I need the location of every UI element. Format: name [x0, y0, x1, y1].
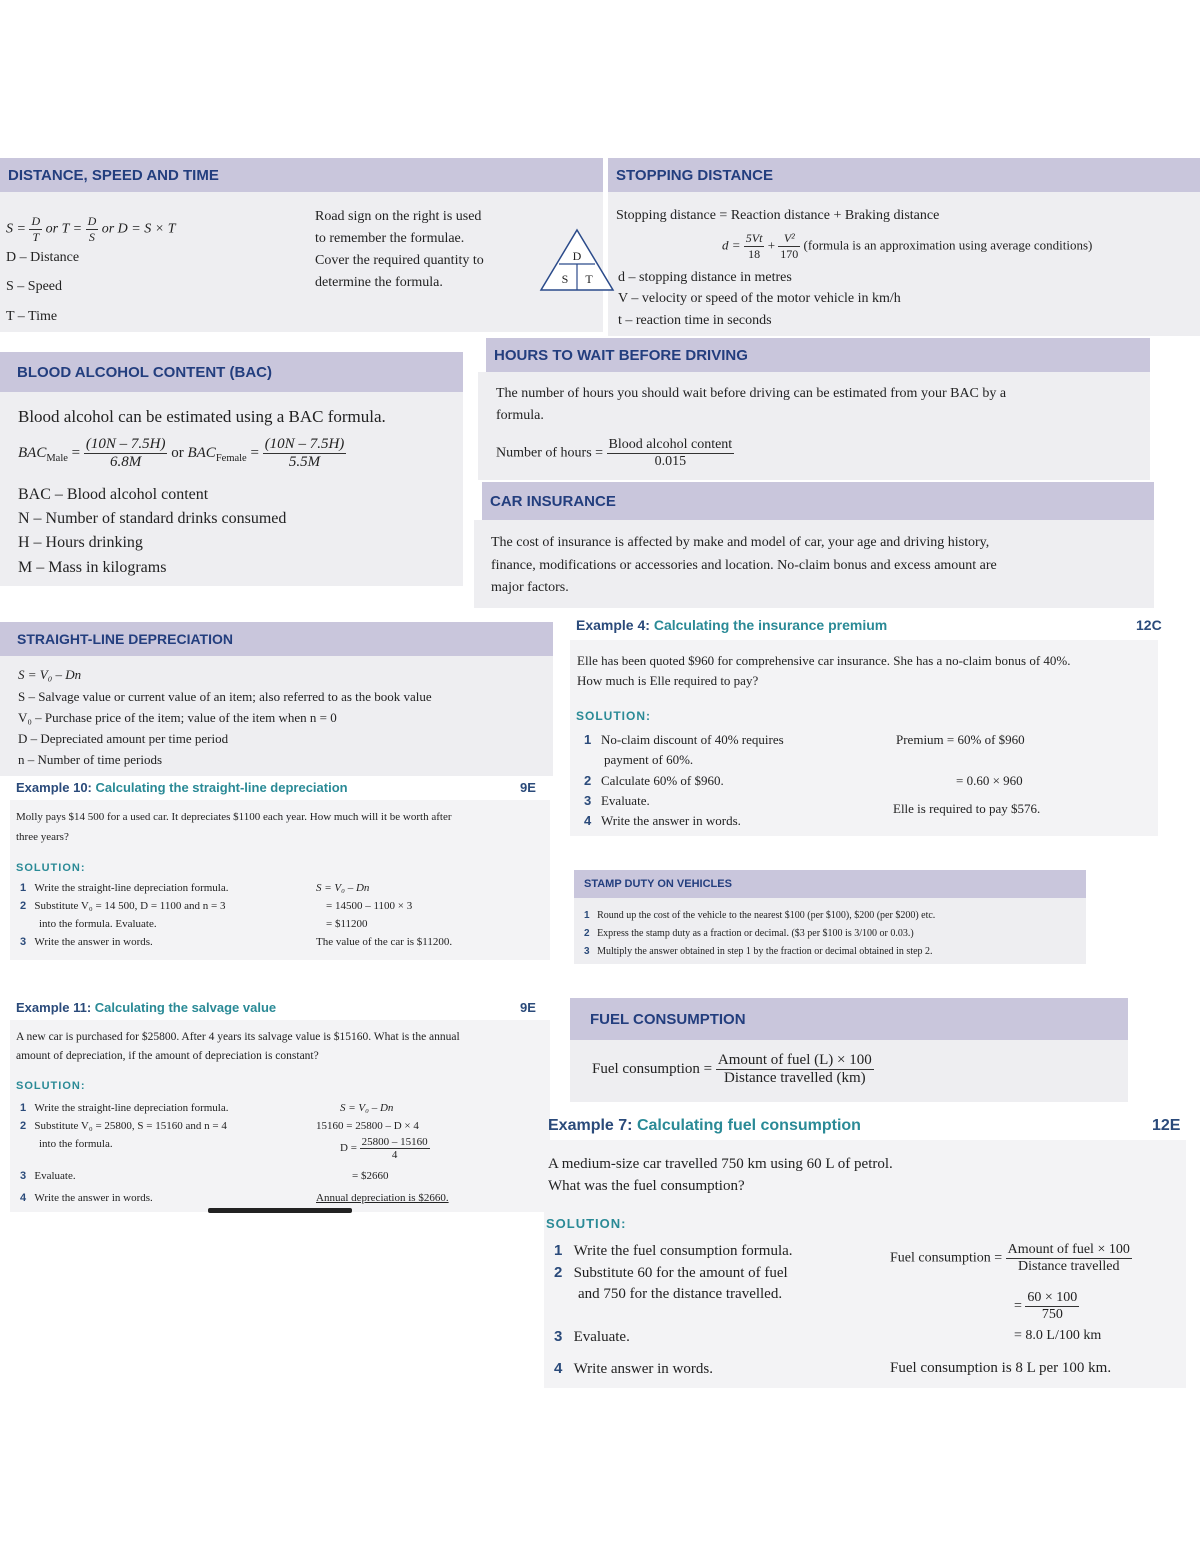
ex4-result-2: = 0.60 × 960 [956, 773, 1023, 788]
stopping-formula: d = $\frac{5Vt}{18}$ + $\frac{\text{V²}}{170}$ (formula is an approximation using average conditions) [722, 231, 1093, 261]
ex11-step-4: 4 Write the answer in words. [20, 1192, 153, 1204]
stopping-title: STOPPING DISTANCE [616, 166, 773, 184]
ex11-step-2b: into the formula. [39, 1138, 113, 1150]
stopping-line-1: Stopping distance = Reaction distance + Braking distance [616, 208, 940, 223]
ex4-step-3: 3 Evaluate. [584, 793, 650, 808]
ex4-result-1: Premium = 60% of $960 [896, 732, 1025, 747]
ex7-step-3: 3 Evaluate. [554, 1328, 630, 1345]
bac-def-4: M – Mass in kilograms [18, 559, 167, 576]
insurance-line-3: major factors. [491, 580, 569, 595]
ex7-heading: Example 7: Calculating fuel consumption [548, 1117, 861, 1134]
ex11-question-1: A new car is purchased for $25800. After 4 years its salvage value is $15160. What is the annual [16, 1031, 460, 1043]
stamp-step-2: 2 Express the stamp duty as a fraction or decimal. ($3 per $100 is 3/100 or 0.03.) [584, 928, 914, 939]
insurance-line-2: finance, modifications or accessories and location. No-claim bonus and excess amount are [491, 558, 997, 573]
fuel-header [570, 998, 1128, 1040]
ex10-solution-label: SOLUTION: [16, 862, 86, 874]
ex4-solution-label: SOLUTION: [576, 709, 651, 723]
ex11-panel [10, 1020, 550, 1212]
ex4-step-1: 1 No-claim discount of 40% requires [584, 732, 784, 747]
ex4-code: 12C [1136, 617, 1162, 633]
depr-def-4: n – Number of time periods [18, 752, 163, 767]
ex10-step-1: 1 Write the straight-line depreciation formula. [20, 882, 229, 894]
dst-header [0, 158, 603, 192]
ex10-result-1: S = V₀ – Dn [316, 882, 370, 894]
bac-def-2: N – Number of standard drinks consumed [18, 510, 287, 527]
ex10-question-1: Molly pays $14 500 for a used car. It depreciates $1100 each year. How much will it be worth after [16, 811, 452, 823]
bac-header [0, 352, 463, 392]
hours-header [486, 338, 1150, 372]
tri-t: T [585, 272, 593, 286]
stopping-def-d: d – stopping distance in metres [618, 270, 792, 285]
dst-note-3: Cover the required quantity to [315, 253, 484, 268]
ex11-result-1: S = V₀ – Dn [340, 1102, 394, 1114]
hours-line-2: formula. [496, 408, 544, 423]
scrollbar-thumb[interactable] [208, 1208, 352, 1213]
dst-def-t: T – Time [6, 309, 58, 324]
bac-def-3: H – Hours drinking [18, 534, 143, 551]
hours-title: HOURS TO WAIT BEFORE DRIVING [494, 346, 748, 364]
ex11-solution-label: SOLUTION: [16, 1080, 86, 1092]
depr-def-1: S – Salvage value or current value of an item; also referred to as the book value [18, 689, 432, 704]
ex7-step-4: 4 Write answer in words. [554, 1360, 713, 1377]
ex7-step-2b: and 750 for the distance travelled. [578, 1286, 783, 1302]
ex10-question-2: three years? [16, 831, 69, 843]
insurance-line-1: The cost of insurance is affected by make and model of car, your age and driving history, [491, 535, 990, 550]
ex4-result-3: Elle is required to pay $576. [893, 801, 1041, 816]
stopping-header [608, 158, 1200, 192]
tri-s: S [561, 272, 569, 286]
ex11-result-3: D = $\frac{25800 - 15160}{4}$ [340, 1136, 428, 1161]
ex11-result-2: 15160 = 25800 – D × 4 [316, 1120, 419, 1132]
dst-note-1: Road sign on the right is used [315, 209, 482, 224]
depr-title: STRAIGHT-LINE DEPRECIATION [17, 631, 233, 647]
ex7-step-2: 2 Substitute 60 for the amount of fuel [554, 1264, 788, 1281]
bac-intro: Blood alcohol can be estimated using a BAC formula. [18, 407, 386, 426]
ex11-step-3: 3 Evaluate. [20, 1170, 76, 1182]
dst-def-s: S – Speed [6, 279, 62, 294]
insurance-title: CAR INSURANCE [490, 492, 616, 510]
depr-def-2: V₀ – Purchase price of the item; value of the item when n = 0 [18, 710, 337, 725]
ex7-result-1: Fuel consumption = $\frac{\text{Amount of fuel × 100}}{\text{Distance travelled}}$ [890, 1242, 1130, 1274]
fuel-title: FUEL CONSUMPTION [590, 1010, 746, 1028]
dst-def-d: D – Distance [6, 250, 80, 265]
stamp-header [574, 870, 1086, 898]
hours-formula: Number of hours = $\frac{\text{Blood alcohol content}}{0.015}$ [496, 437, 733, 469]
ex7-question-2: What was the fuel consumption? [548, 1178, 745, 1194]
ex11-result-4: = $2660 [352, 1170, 389, 1182]
ex7-step-1: 1 Write the fuel consumption formula. [554, 1242, 793, 1259]
bac-def-1: BAC – Blood alcohol content [18, 486, 209, 503]
ex4-question-2: How much is Elle required to pay? [577, 673, 759, 688]
depr-def-3: D – Depreciated amount per time period [18, 731, 229, 746]
ex10-result-4: The value of the car is $11200. [316, 936, 453, 948]
ex10-result-2: = 14500 – 1100 × 3 [326, 900, 413, 912]
dst-note-4: determine the formula. [315, 275, 443, 290]
ex4-step-1b: payment of 60%. [604, 752, 694, 767]
ex10-step-2: 2 Substitute V₀ = 14 500, D = 1100 and n = 3 [20, 900, 226, 912]
dst-note-2: to remember the formulae. [315, 231, 465, 246]
ex7-result-3: = 8.0 L/100 km [1014, 1328, 1102, 1343]
ex11-code: 9E [520, 1000, 536, 1015]
dst-formula: S = $\frac{D}{T}$ or T = $\frac{D}{S}$ or D = S × T [6, 214, 176, 244]
dst-panel [0, 192, 603, 332]
hours-line-1: The number of hours you should wait before driving can be estimated from your BAC by a [496, 386, 1007, 401]
ex7-solution-label: SOLUTION: [546, 1216, 627, 1231]
ex7-code: 12E [1152, 1117, 1181, 1134]
stopping-def-v: V – velocity or speed of the motor vehicle in km/h [618, 291, 901, 306]
insurance-header [482, 482, 1154, 520]
ex10-result-3: = $11200 [326, 918, 368, 930]
depr-header [0, 622, 553, 656]
ex11-heading: Example 11: Calculating the salvage value [16, 1000, 277, 1015]
ex7-result-2: = $\frac{60 \times 100}{750}$ [1014, 1290, 1078, 1322]
bac-formula: $BAC_{Male}$ = $\frac{(10N - 7.5H)}{6.8M}$ or $BAC_{Female}$ = $\frac{(10N - 7.5H)}{5.5M}$ [18, 436, 345, 470]
ex11-result-5: Annual depreciation is $2660. [316, 1192, 449, 1204]
ex4-step-4: 4 Write the answer in words. [584, 813, 741, 828]
bac-title: BLOOD ALCOHOL CONTENT (BAC) [17, 363, 272, 381]
ex11-step-1: 1 Write the straight-line depreciation formula. [20, 1102, 229, 1114]
depr-formula: S = V₀ – Dn [18, 667, 82, 682]
ex10-step-2b: into the formula. Evaluate. [39, 918, 157, 930]
ex7-question-1: A medium-size car travelled 750 km using 60 L of petrol. [548, 1156, 893, 1172]
ex10-step-3: 3 Write the answer in words. [20, 936, 153, 948]
ex10-code: 9E [520, 780, 536, 795]
dst-triangle-sign-icon [537, 226, 617, 294]
stopping-def-t: t – reaction time in seconds [618, 313, 772, 328]
fuel-formula: Fuel consumption = $\frac{\text{Amount of fuel (L) × 100}}{\text{Distance travelled (km)}}$ [592, 1052, 872, 1086]
stamp-step-1: 1 Round up the cost of the vehicle to the nearest $100 (per $100), $200 (per $200) etc. [584, 910, 936, 921]
ex7-result-4: Fuel consumption is 8 L per 100 km. [890, 1360, 1112, 1376]
ex11-step-2: 2 Substitute V₀ = 25800, S = 15160 and n = 4 [20, 1120, 227, 1132]
tri-d: D [572, 249, 582, 263]
stamp-step-3: 3 Multiply the answer obtained in step 1 by the fraction or decimal obtained in step 2. [584, 946, 933, 957]
ex4-question-1: Elle has been quoted $960 for comprehensive car insurance. She has a no-claim bonus of 40%. [577, 653, 1071, 668]
dst-title: DISTANCE, SPEED AND TIME [8, 166, 219, 184]
ex4-step-2: 2 Calculate 60% of $960. [584, 773, 724, 788]
ex11-question-2: amount of depreciation, if the amount of depreciation is constant? [16, 1050, 319, 1062]
stamp-title: STAMP DUTY ON VEHICLES [584, 878, 732, 890]
ex10-heading: Example 10: Calculating the straight-line depreciation [16, 780, 348, 795]
ex4-heading: Example 4: Calculating the insurance premium [576, 617, 888, 633]
